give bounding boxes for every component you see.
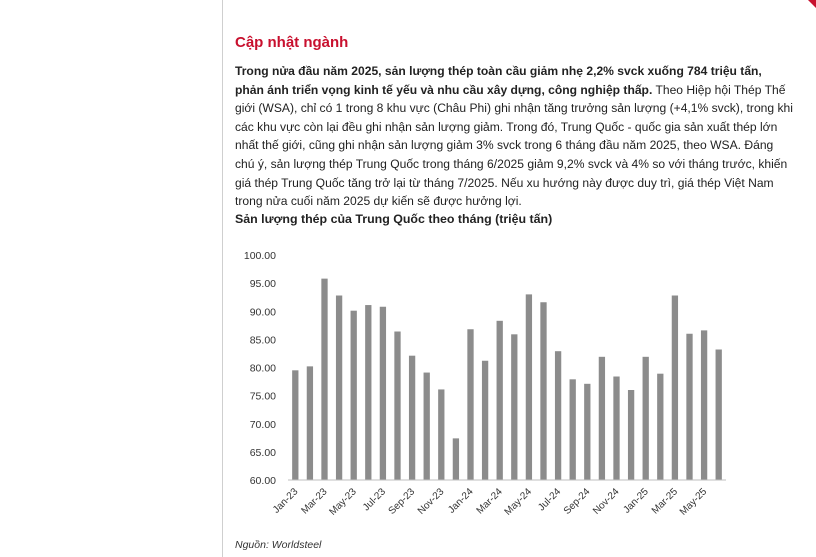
y-tick-label: 85.00	[249, 334, 276, 347]
x-tick-label: Jul-24	[536, 486, 564, 514]
x-tick-label: Jan-24	[446, 486, 476, 516]
y-tick-label: 75.00	[249, 390, 276, 403]
bar-Feb-24	[482, 361, 488, 480]
bar-Jul-24	[555, 351, 561, 480]
bar-Apr-25	[686, 334, 692, 480]
body-paragraph	[235, 62, 793, 211]
bar-May-25	[701, 330, 707, 480]
bar-Jun-25	[716, 350, 722, 481]
x-tick-label: Jul-23	[360, 486, 389, 514]
bar-Nov-24	[613, 377, 619, 481]
bar-Aug-23	[394, 332, 400, 481]
column-divider	[222, 0, 223, 557]
y-tick-label: 80.00	[249, 362, 276, 375]
y-tick-label: 95.00	[249, 278, 276, 291]
bar-Feb-23	[307, 366, 313, 480]
y-tick-label: 100.00	[243, 250, 276, 262]
bar-Jan-25	[643, 357, 649, 480]
source-note: Nguồn: Worldsteel	[235, 539, 322, 551]
x-tick-label: Sep-23	[386, 486, 418, 517]
x-tick-label: Mar-24	[474, 486, 505, 517]
bar-Nov-23	[438, 389, 444, 480]
x-tick-label: Jan-23	[271, 486, 301, 516]
bar-Jan-24	[467, 329, 473, 480]
bar-May-24	[526, 294, 532, 480]
bar-Aug-24	[570, 379, 576, 480]
bar-Apr-23	[336, 296, 342, 481]
x-tick-label: Mar-23	[299, 486, 330, 517]
x-tick-label: Mar-25	[649, 486, 681, 517]
paragraph-body: Theo Hiệp hội Thép Thế giới (WSA), chỉ có 1 trong 8 khu vực (Châu Phi) ghi nhận tăng trưởng sản lượng (+4,1% svck), trong khi các khu vực còn lại đều ghi nhận sản lượng giảm. Trong đó, Trung Quốc - quốc gia sản xuất thép lớn nhất thế giới, cũng ghi nhận sản lượng giảm 3% svck trong 6 tháng đầu năm 2025, theo WSA. Đáng chú ý, sản lượng thép Trung Quốc trong tháng 6/2025 giảm 9,2% svck và 4% so với tháng trước, khiến giá thép Trung Quốc tăng trở lại từ tháng 7/2025. Nếu xu hướng này được duy trì, giá thép Việt Nam trong nửa cuối năm 2025 dự kiến sẽ được hưởng lợi.	[235, 82, 793, 209]
bar-Dec-23	[453, 438, 459, 480]
paragraph-lead-bold: Trong nửa đầu năm 2025, sản lượng thép toàn cầu giảm nhẹ 2,2% svck xuống 784 triệu tấn, phản ánh triển vọng kinh tế yếu và nhu cầu xây dựng, công nghiệp thấp.	[235, 64, 762, 97]
x-tick-label: May-23	[327, 486, 359, 518]
bar-Oct-23	[424, 373, 430, 480]
corner-accent-mark	[808, 0, 816, 8]
x-tick-label: May-25	[677, 486, 710, 518]
bar-Oct-24	[599, 357, 605, 480]
x-tick-label: Sep-24	[561, 486, 593, 517]
x-tick-label: Nov-24	[591, 486, 622, 517]
bar-Mar-25	[672, 296, 678, 481]
bar-Apr-24	[511, 334, 517, 480]
y-tick-label: 65.00	[249, 446, 276, 459]
bar-Jun-23	[365, 305, 371, 480]
x-tick-label: Nov-23	[415, 486, 447, 517]
bar-Jul-23	[380, 307, 386, 480]
bar-Sep-23	[409, 356, 415, 480]
bar-Jun-24	[540, 302, 546, 480]
bar-May-23	[351, 311, 357, 480]
bar-Mar-24	[497, 321, 503, 480]
bar-Dec-24	[628, 390, 634, 480]
bar-Jan-23	[292, 370, 298, 480]
chart-title: Sản lượng thép của Trung Quốc theo tháng (triệu tấn)	[235, 212, 553, 226]
x-tick-label: Jan-25	[621, 486, 651, 516]
y-tick-label: 90.00	[249, 306, 276, 319]
bar-Feb-25	[657, 374, 663, 480]
y-tick-label: 70.00	[249, 418, 276, 431]
y-tick-label: 60.00	[249, 475, 276, 487]
bar-Mar-23	[321, 279, 327, 480]
steel-output-bar-chart	[232, 240, 732, 532]
x-tick-label: May-24	[502, 486, 535, 518]
section-title: Cập nhật ngành	[235, 34, 349, 51]
bar-Sep-24	[584, 384, 590, 480]
